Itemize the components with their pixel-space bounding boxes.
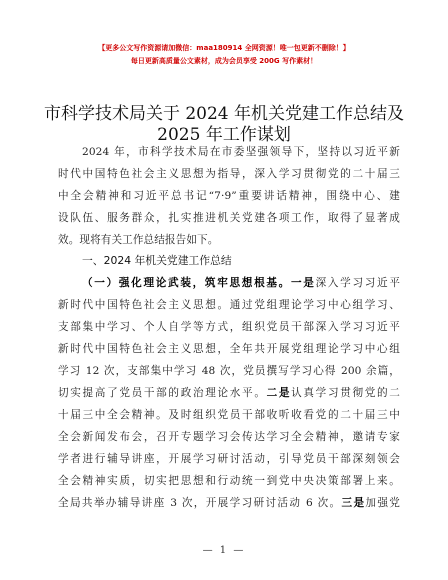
document-title-line2: 2025 年工作谋划 (157, 125, 291, 145)
paragraph-line: 全会新闻发布会，召开专题学习会传达学习全会精神，邀请专家 (58, 431, 400, 443)
promo-banner-line1: 【更多公文写作资源请加微信：maa180914 全网资源！唯一包更新不删除！】 (98, 44, 350, 52)
paragraph-line: 学者进行辅导讲座，开展学习研讨活动，引导党员干部深刻领会 (58, 453, 400, 465)
point-three-text: 加强党 (365, 497, 400, 509)
subsection-1-title: （一）强化理论武装，筑牢思想根基。 (82, 277, 291, 289)
point-three-label: 三是 (341, 497, 366, 509)
paragraph-line: 学习 12 次，支部集中学习 48 次，党员撰写学习心得 200 余篇， (58, 365, 400, 377)
intro-line-4: 设队伍、服务群众，扎实推进机关党建各项工作，取得了显著成 (58, 212, 400, 224)
point-one-conclusion: 切实提高了党员干部的政治理论水平。 (58, 387, 267, 399)
point-one-text: 深入学习习近平 (315, 277, 401, 289)
section-heading-1: 一、2024 年机关党建工作总结 (82, 254, 232, 267)
promo-banner-line2: 每日更新高质量公文素材，成为会员享受 200G 写作素材！ (130, 57, 318, 65)
point-one-label: 一是 (290, 277, 316, 289)
point-two-conclusion: 全局共举办辅导讲座 3 次，开展学习研讨活动 6 次。 (58, 497, 342, 509)
paragraph-line: 新时代中国特色社会主义思想，全年共开展党组理论学习中心组 (58, 343, 400, 355)
page-number: — 1 — (202, 545, 246, 556)
paragraph-line-point-three (58, 493, 400, 515)
point-two-text: 认真学习贯彻党的二 (291, 387, 400, 399)
paragraph-line: 新时代中国特色社会主义思想。通过党组理论学习中心组学习、 (58, 299, 400, 311)
intro-line-3: 中全会精神和习近平总书记“7·9”重要讲话精神，围绕中心、建 (58, 190, 400, 202)
paragraph-line: 支部集中学习、个人自学等方式，组织党员干部深入学习习近平 (58, 321, 400, 333)
intro-line-5: 效。现将有关工作总结报告如下。 (58, 234, 219, 246)
paragraph-line-point-two (58, 383, 400, 405)
paragraph-line: 全会精神实质，切实把思想和行动统一到党中央决策部署上来。 (58, 475, 400, 487)
subsection-1-first-line (82, 273, 400, 295)
intro-line-2: 时代中国特色社会主义思想为指导，深入学习贯彻党的二十届三 (58, 168, 400, 180)
paragraph-line: 十届三中全会精神。及时组织党员干部收听收看党的二十届三中 (58, 409, 400, 421)
point-two-label: 二是 (266, 387, 292, 399)
document-title-line1: 市科学技术局关于 2024 年机关党建工作总结及 (43, 104, 405, 124)
intro-line-1: 2024 年，市科学技术局在市委坚强领导下，坚持以习近平新 (82, 146, 400, 158)
